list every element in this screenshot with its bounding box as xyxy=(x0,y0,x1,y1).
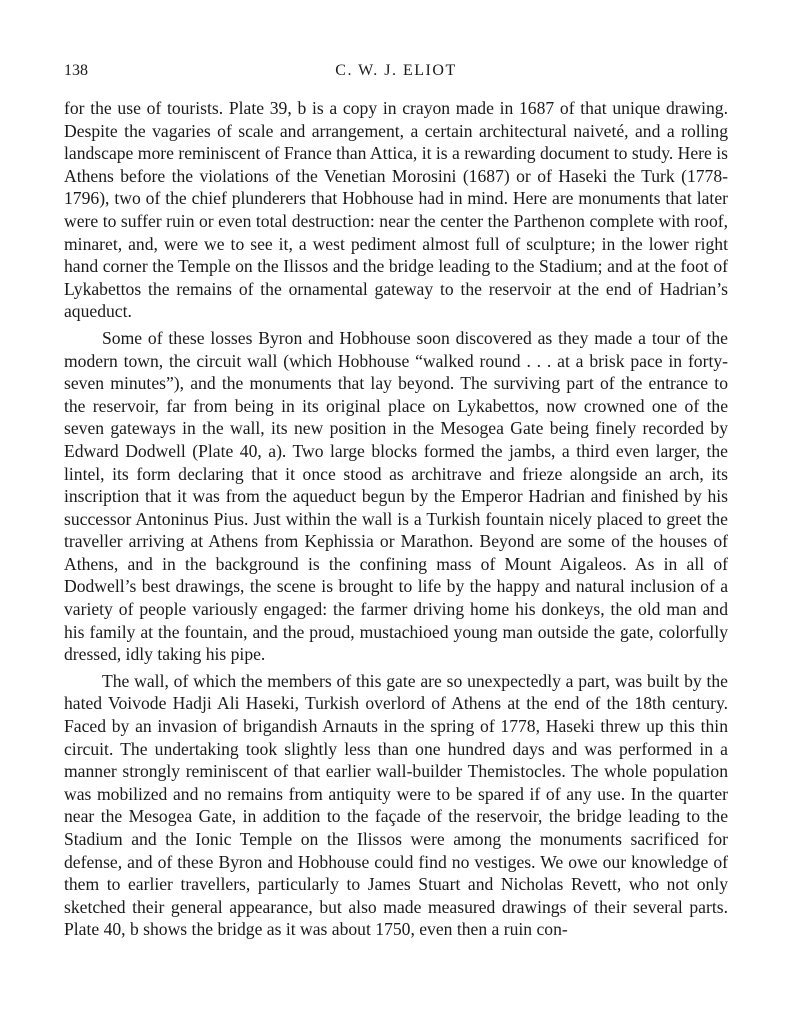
body-text xyxy=(64,97,728,941)
paragraph-haseki-wall: The wall, of which the members of this gate are so unexpectedly a part, was built by the hated Voivode Hadji Ali Haseki, Turkish overlord of Athens at the end of the 18th century. Faced by an invasion of brigandish Arnauts in the spring of 1778, Haseki threw up this thin circuit. The undertaking took slightly less than one hundred days and was performed in a manner strongly reminiscent of that earlier wall-builder Themistocles. The whole population was mobilized and no remains from antiquity were to be spared if of any use. In the quarter near the Mesogea Gate, in addition to the façade of the reservoir, the bridge leading to the Stadium and the Ionic Temple on the Ilissos were among the monuments sacrificed for defense, and of these Byron and Hobhouse could find no vestiges. We owe our knowledge of them to earlier travellers, particularly to James Stuart and Nicholas Revett, who not only sketched their general appearance, but also made measured drawings of their several parts. Plate 40, b shows the bridge as it was about 1750, even then a ruin con- xyxy=(64,670,728,940)
paragraph-continued: for the use of tourists. Plate 39, b is a copy in crayon made in 1687 of that unique drawing. Despite the vagaries of scale and arrangement, a certain architectural naiveté, and a rolling landscape more reminiscent of France than Attica, it is a rewarding document to study. Here is Athens before the violations of the Venetian Morosini (1687) or of Haseki the Turk (1778-1796), two of the chief plunderers that Hobhouse had in mind. Here are monuments that later were to suffer ruin or even total destruction: near the center the Parthenon complete with roof, minaret, and, were we to see it, a west pediment almost full of sculpture; in the lower right hand corner the Temple on the Ilissos and the bridge leading to the Stadium; and at the foot of Lykabettos the remains of the ornamental gateway to the reservoir at the end of Hadrian’s aqueduct. xyxy=(64,98,728,322)
paragraph-byron-hobhouse-tour: Some of these losses Byron and Hobhouse soon discovered as they made a tour of the modern town, the circuit wall (which Hobhouse “walked round . . . at a brisk pace in forty-seven minutes”), and the monuments that lay beyond. The surviving part of the entrance to the reservoir, far from being in its original place on Lykabettos, now crowned one of the seven gateways in the wall, its new position in the Mesogea Gate being finely recorded by Edward Dodwell (Plate 40, a). Two large blocks formed the jambs, a third even larger, the lintel, its form declaring that it once stood as architrave and frieze alongside an arch, its inscription that it was from the aqueduct begun by the Emperor Hadrian and finished by his successor Antoninus Pius. Just within the wall is a Turkish fountain nicely placed to greet the traveller arriving at Athens from Kephissia or Marathon. Beyond are some of the houses of Athens, and in the background is the confining mass of Mount Aigaleos. As in all of Dodwell’s best drawings, the scene is brought to life by the happy and natural inclusion of a variety of people variously engaged: the farmer driving home his donkeys, the old man and his family at the fountain, and the proud, mustachioed young man outside the gate, colorfully dressed, idly taking his pipe. xyxy=(64,327,728,665)
page-number: 138 xyxy=(64,62,88,79)
page-header xyxy=(64,62,728,84)
running-head: C. W. J. ELIOT xyxy=(335,62,457,79)
